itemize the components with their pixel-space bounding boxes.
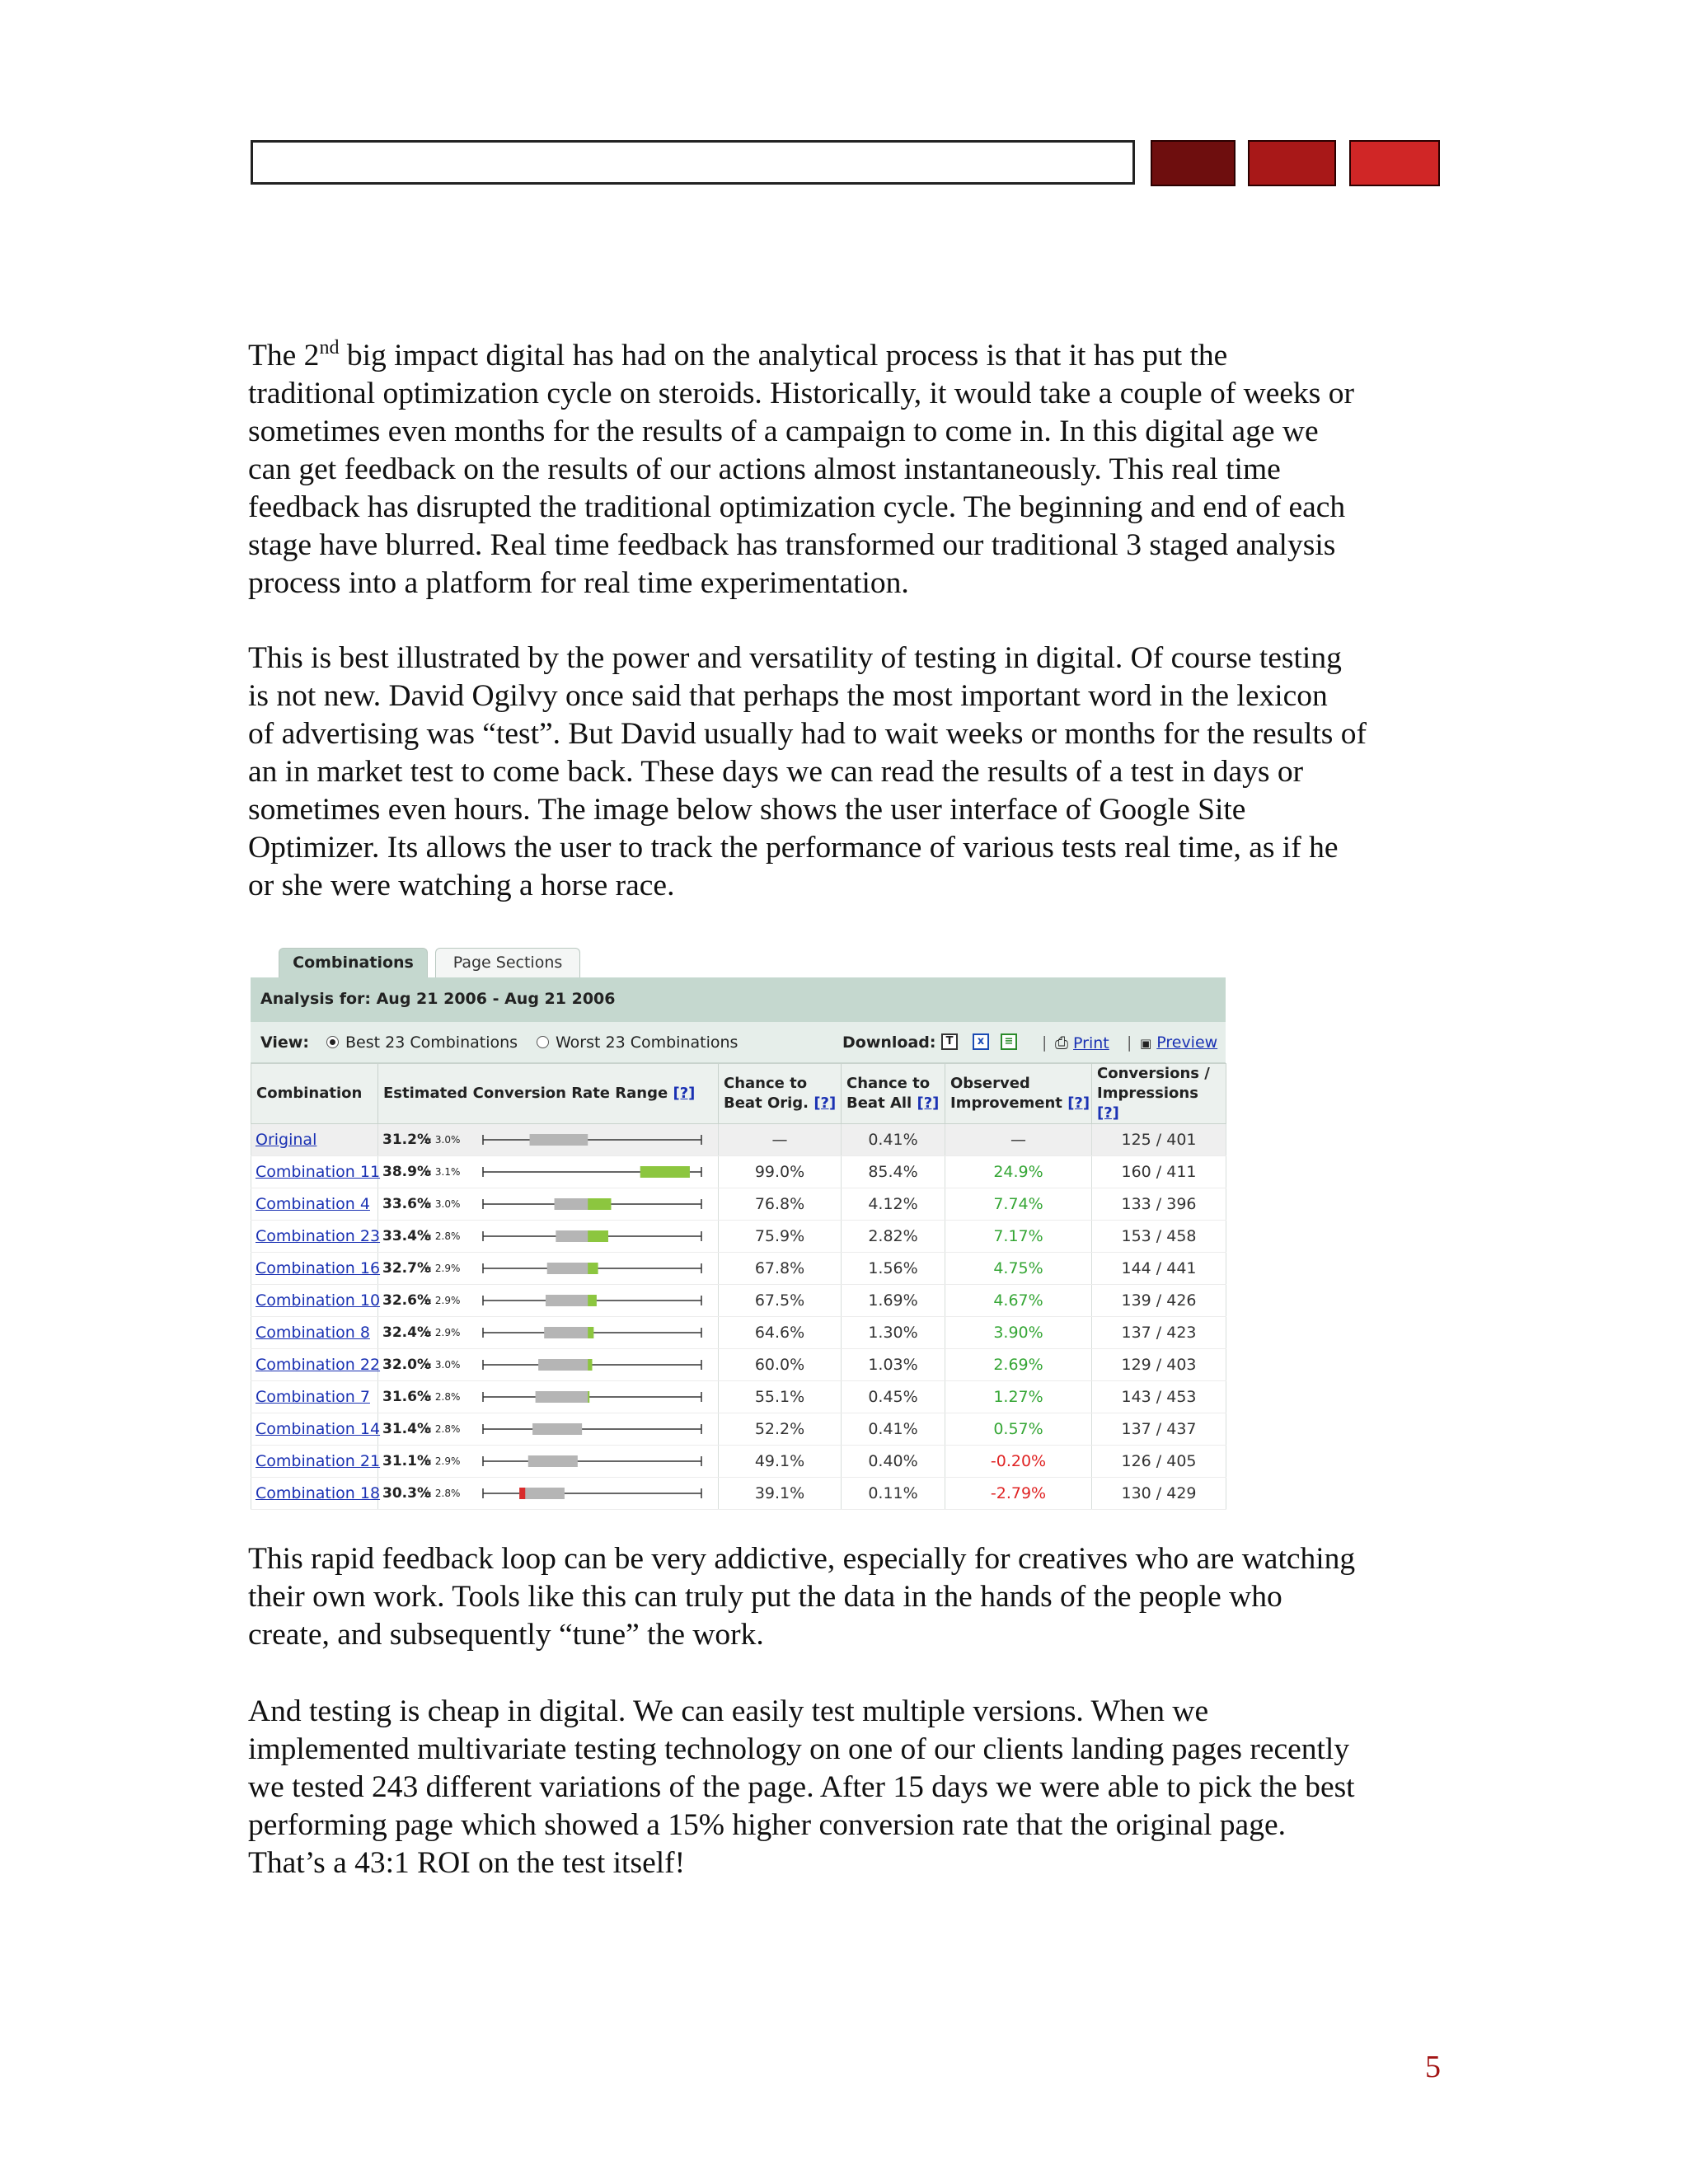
range-highlight bbox=[588, 1230, 608, 1242]
download-excel-icon[interactable]: x bbox=[973, 1033, 989, 1050]
combination-name-cell bbox=[251, 1381, 378, 1413]
table-row bbox=[251, 1253, 1226, 1285]
range-box bbox=[528, 1455, 578, 1467]
col-improvement bbox=[945, 1064, 1092, 1124]
chance-beat-all-cell: 0.45% bbox=[842, 1381, 945, 1413]
range-highlight bbox=[588, 1327, 593, 1338]
chance-beat-original-cell: 67.5% bbox=[719, 1285, 842, 1317]
range-highlight bbox=[588, 1198, 611, 1210]
view-label: View: bbox=[260, 1033, 309, 1052]
combination-link[interactable]: Combination 16 bbox=[256, 1259, 381, 1277]
chance-beat-all-cell: 1.03% bbox=[842, 1349, 945, 1381]
chance-beat-all-cell: 1.69% bbox=[842, 1285, 945, 1317]
range-bar-chart bbox=[475, 1256, 714, 1281]
col-beat-orig bbox=[719, 1064, 842, 1124]
col-combination-label: Combination bbox=[256, 1085, 363, 1102]
range-bar-chart bbox=[475, 1449, 714, 1474]
chance-beat-original-cell: 49.1% bbox=[719, 1446, 842, 1478]
observed-improvement-cell: 3.90% bbox=[945, 1317, 1092, 1349]
download-label: Download: bbox=[842, 1033, 936, 1052]
chance-beat-original-cell: 64.6% bbox=[719, 1317, 842, 1349]
conversions-impressions-cell: 137 / 437 bbox=[1092, 1413, 1226, 1446]
observed-improvement-cell: 1.27% bbox=[945, 1381, 1092, 1413]
optimizer-screenshot bbox=[251, 946, 1226, 1503]
print-label: Print bbox=[1073, 1034, 1109, 1052]
toolbar-divider: | bbox=[1042, 1033, 1048, 1052]
conversion-rate: 32.6% bbox=[382, 1292, 431, 1309]
ordinal-superscript: nd bbox=[319, 337, 340, 359]
table-row bbox=[251, 1221, 1226, 1253]
chance-beat-original-cell: 55.1% bbox=[719, 1381, 842, 1413]
conversion-rate-margin: ± 2.9% bbox=[424, 1295, 461, 1306]
tab-page-sections[interactable]: Page Sections bbox=[435, 948, 580, 977]
conversion-rate: 33.6% bbox=[382, 1196, 431, 1212]
observed-improvement-cell: 24.9% bbox=[945, 1156, 1092, 1188]
conversion-rate-margin: ± 3.0% bbox=[424, 1134, 461, 1146]
conversion-rate-margin: ± 2.8% bbox=[424, 1423, 461, 1435]
range-box bbox=[519, 1488, 565, 1499]
chance-beat-all-cell: 2.82% bbox=[842, 1221, 945, 1253]
chance-beat-original-cell: 75.9% bbox=[719, 1221, 842, 1253]
conversion-rate: 32.0% bbox=[382, 1357, 431, 1373]
preview-link[interactable] bbox=[1140, 1022, 1217, 1064]
col-beat-all-line2: Beat All bbox=[846, 1094, 912, 1112]
combination-link[interactable]: Combination 10 bbox=[256, 1291, 381, 1310]
paragraph-1 bbox=[248, 337, 1451, 602]
chance-beat-original-cell: 76.8% bbox=[719, 1188, 842, 1221]
observed-improvement-cell: 4.75% bbox=[945, 1253, 1092, 1285]
combination-link[interactable]: Combination 14 bbox=[256, 1420, 381, 1438]
conversions-impressions-cell: 143 / 453 bbox=[1092, 1381, 1226, 1413]
paragraph-2: This is best illustrated by the power and versatility of testing in digital. Of course testing is not new. David Ogilvy once said that perhaps the most important word in the lexicon of advertising was “test”. But David usually had to wait weeks or months for the results of an in market test to come back. These days we can read the results of a test in days or sometimes even hours. The image below shows the user interface of Google Site Optimizer. Its allows the user to track the performance of various tests real time, as if he or she were watching a horse race. bbox=[248, 641, 1367, 902]
range-highlight bbox=[588, 1295, 597, 1306]
combination-link[interactable]: Combination 8 bbox=[256, 1324, 370, 1342]
table-row bbox=[251, 1478, 1226, 1510]
col-conversions-line2: Impressions bbox=[1097, 1085, 1198, 1102]
range-cell bbox=[378, 1317, 719, 1349]
range-bar-chart bbox=[475, 1385, 714, 1409]
radio-selected-icon bbox=[326, 1036, 339, 1048]
combination-name-cell bbox=[251, 1253, 381, 1285]
chance-beat-original-cell: 67.8% bbox=[719, 1253, 842, 1285]
combination-link[interactable]: Original bbox=[256, 1131, 317, 1149]
combination-link[interactable]: Combination 21 bbox=[256, 1452, 381, 1470]
combination-name-cell bbox=[251, 1349, 381, 1381]
conversion-rate-margin: ± 2.9% bbox=[424, 1327, 461, 1338]
observed-improvement-cell: — bbox=[945, 1124, 1092, 1156]
combination-link[interactable]: Combination 4 bbox=[256, 1195, 370, 1213]
conversion-rate-margin: ± 3.1% bbox=[424, 1166, 461, 1178]
range-cell bbox=[378, 1285, 719, 1317]
range-cell bbox=[378, 1478, 719, 1510]
range-highlight bbox=[588, 1263, 598, 1274]
chance-beat-all-cell: 0.41% bbox=[842, 1413, 945, 1446]
combination-name-cell bbox=[251, 1285, 381, 1317]
combination-name-cell bbox=[251, 1124, 378, 1156]
table-row bbox=[251, 1446, 1226, 1478]
combination-name-cell bbox=[251, 1188, 378, 1221]
col-conversions bbox=[1092, 1064, 1226, 1124]
col-combination bbox=[251, 1064, 378, 1124]
conversions-impressions-cell: 125 / 401 bbox=[1092, 1124, 1226, 1156]
conversion-rate: 32.4% bbox=[382, 1324, 431, 1341]
header-block-1 bbox=[1151, 140, 1236, 186]
header-block-2 bbox=[1248, 140, 1336, 186]
paragraph-1-rest: big impact digital has had on the analytical process is that it has put the traditional optimization cycle on steroids. Historically, it would take a couple of weeks or sometimes even months for the results of a campaign to come in. In this digital age we can get feedback on the results of our actions almost instantaneously. This real time feedback has disrupted the traditional optimization cycle. The beginning and end of each stage have blurred. Real time feedback has transformed our traditional 3 staged analysis process into a platform for real time experimentation. bbox=[248, 339, 1354, 600]
printer-icon: ⎙ bbox=[1055, 1033, 1068, 1052]
conversions-impressions-cell: 133 / 396 bbox=[1092, 1188, 1226, 1221]
table-row bbox=[251, 1381, 1226, 1413]
range-bar-chart bbox=[475, 1320, 714, 1345]
combination-name-cell bbox=[251, 1478, 381, 1510]
range-box bbox=[532, 1423, 582, 1435]
range-highlight bbox=[640, 1166, 690, 1178]
conversion-rate-margin: ± 3.0% bbox=[424, 1359, 461, 1371]
chance-beat-original-cell: 99.0% bbox=[719, 1156, 842, 1188]
combination-link[interactable]: Combination 22 bbox=[256, 1356, 381, 1374]
observed-improvement-cell: 2.69% bbox=[945, 1349, 1092, 1381]
table-row bbox=[251, 1413, 1226, 1446]
toolbar-divider-2: | bbox=[1127, 1033, 1132, 1052]
range-cell bbox=[378, 1349, 719, 1381]
chance-beat-all-cell: 4.12% bbox=[842, 1188, 945, 1221]
observed-improvement-cell: -0.20% bbox=[945, 1446, 1092, 1478]
observed-improvement-cell: -2.79% bbox=[945, 1478, 1092, 1510]
header-block-3 bbox=[1349, 140, 1440, 186]
table-row bbox=[251, 1317, 1226, 1349]
range-bar-chart bbox=[475, 1352, 714, 1377]
conversion-rate-margin: ± 3.0% bbox=[424, 1198, 461, 1210]
paragraph-1-start: The 2 bbox=[248, 339, 320, 373]
conversion-rate: 33.4% bbox=[382, 1228, 431, 1244]
conversion-rate-margin: ± 2.8% bbox=[424, 1391, 461, 1403]
chance-beat-original-cell: 52.2% bbox=[719, 1413, 842, 1446]
combination-name-cell bbox=[251, 1413, 381, 1446]
range-box bbox=[530, 1134, 588, 1146]
help-link[interactable]: [?] bbox=[1097, 1104, 1119, 1122]
col-range-label: Estimated Conversion Rate Range bbox=[383, 1085, 668, 1102]
range-box bbox=[538, 1359, 592, 1371]
col-improvement-line2: Improvement bbox=[950, 1094, 1062, 1112]
range-cell bbox=[378, 1124, 719, 1156]
table-row bbox=[251, 1156, 1226, 1188]
conversions-impressions-cell: 139 / 426 bbox=[1092, 1285, 1226, 1317]
print-link[interactable] bbox=[1055, 1022, 1109, 1064]
conversion-rate: 31.2% bbox=[382, 1132, 431, 1148]
help-link[interactable]: [?] bbox=[673, 1085, 696, 1102]
paragraph-4: And testing is cheap in digital. We can easily test multiple versions. When we implemented multivariate testing technology on one of our clients landing pages recently we tested 243 different variations of the page. After 15 days we were able to pick the best performing page which showed a 15% higher conversion rate that the original page. That’s a 43:1 ROI on the test itself! bbox=[248, 1694, 1355, 1880]
combination-name-cell bbox=[251, 1317, 378, 1349]
conversion-rate: 31.6% bbox=[382, 1389, 431, 1405]
range-bar-chart bbox=[475, 1127, 714, 1152]
conversion-rate-margin: ± 2.9% bbox=[424, 1455, 461, 1467]
best-combinations-label: Best 23 Combinations bbox=[345, 1033, 518, 1052]
conversions-impressions-cell: 137 / 423 bbox=[1092, 1317, 1226, 1349]
table-row bbox=[251, 1285, 1226, 1317]
combination-name-cell bbox=[251, 1446, 381, 1478]
chance-beat-all-cell: 0.41% bbox=[842, 1124, 945, 1156]
table-row bbox=[251, 1349, 1226, 1381]
combination-link[interactable]: Combination 18 bbox=[256, 1484, 381, 1502]
page-number: 5 bbox=[1425, 2050, 1441, 2084]
combination-link[interactable]: Combination 11 bbox=[256, 1163, 381, 1181]
range-highlight bbox=[519, 1488, 525, 1499]
col-improvement-line1: Observed bbox=[950, 1075, 1030, 1092]
chance-beat-original-cell: — bbox=[719, 1124, 842, 1156]
observed-improvement-cell: 0.57% bbox=[945, 1413, 1092, 1446]
help-link[interactable]: [?] bbox=[917, 1094, 940, 1112]
range-bar-chart bbox=[475, 1192, 714, 1216]
conversions-impressions-cell: 126 / 405 bbox=[1092, 1446, 1226, 1478]
col-beat-all-line1: Chance to bbox=[846, 1075, 931, 1092]
analysis-date-range: Analysis for: Aug 21 2006 - Aug 21 2006 bbox=[251, 977, 1226, 1022]
view-toolbar bbox=[251, 1022, 1226, 1063]
combinations-table bbox=[251, 1063, 1226, 1510]
col-beat-all bbox=[842, 1064, 945, 1124]
range-highlight bbox=[588, 1391, 589, 1403]
range-cell bbox=[378, 1188, 719, 1221]
radio-unselected-icon bbox=[537, 1036, 549, 1048]
chance-beat-original-cell: 39.1% bbox=[719, 1478, 842, 1510]
range-cell bbox=[378, 1381, 719, 1413]
combination-link[interactable]: Combination 23 bbox=[256, 1227, 381, 1245]
conversions-impressions-cell: 129 / 403 bbox=[1092, 1349, 1226, 1381]
col-conversions-line1: Conversions / bbox=[1097, 1065, 1210, 1082]
col-beat-orig-line1: Chance to bbox=[724, 1075, 808, 1092]
col-range bbox=[378, 1064, 719, 1124]
observed-improvement-cell: 7.17% bbox=[945, 1221, 1092, 1253]
chance-beat-all-cell: 1.56% bbox=[842, 1253, 945, 1285]
chance-beat-original-cell: 60.0% bbox=[719, 1349, 842, 1381]
conversion-rate-margin: ± 2.8% bbox=[424, 1488, 461, 1499]
range-highlight bbox=[588, 1359, 592, 1371]
conversions-impressions-cell: 153 / 458 bbox=[1092, 1221, 1226, 1253]
preview-label: Preview bbox=[1156, 1033, 1218, 1052]
chance-beat-all-cell: 0.40% bbox=[842, 1446, 945, 1478]
range-bar-chart bbox=[475, 1417, 714, 1441]
range-box bbox=[536, 1391, 589, 1403]
conversion-rate-margin: ± 2.8% bbox=[424, 1230, 461, 1242]
help-link[interactable]: [?] bbox=[1067, 1094, 1090, 1112]
range-bar-chart bbox=[475, 1481, 714, 1506]
download-text-icon[interactable]: T bbox=[941, 1033, 958, 1050]
conversion-rate: 38.9% bbox=[382, 1164, 431, 1180]
table-row bbox=[251, 1124, 1226, 1156]
range-cell bbox=[378, 1446, 719, 1478]
range-bar-chart bbox=[475, 1288, 714, 1313]
preview-icon: ▣ bbox=[1140, 1036, 1152, 1051]
best-combinations-radio[interactable] bbox=[326, 1022, 518, 1063]
conversions-impressions-cell: 144 / 441 bbox=[1092, 1253, 1226, 1285]
range-cell bbox=[378, 1253, 719, 1285]
paragraph-3: This rapid feedback loop can be very addictive, especially for creatives who are watching their own work. Tools like this can truly put the data in the hands of the people who create, and subsequently “tune” the work. bbox=[248, 1542, 1356, 1652]
chance-beat-all-cell: 85.4% bbox=[842, 1156, 945, 1188]
table-body bbox=[251, 1124, 1226, 1510]
table-header-row bbox=[251, 1064, 1226, 1124]
chance-beat-all-cell: 1.30% bbox=[842, 1317, 945, 1349]
observed-improvement-cell: 4.67% bbox=[945, 1285, 1092, 1317]
worst-combinations-radio[interactable] bbox=[537, 1022, 738, 1063]
conversion-rate: 32.7% bbox=[382, 1260, 431, 1277]
conversion-rate: 31.4% bbox=[382, 1421, 431, 1437]
help-link[interactable]: [?] bbox=[814, 1094, 837, 1112]
col-beat-orig-line2: Beat Orig. bbox=[724, 1094, 809, 1112]
range-bar-chart bbox=[475, 1160, 714, 1184]
chance-beat-all-cell: 0.11% bbox=[842, 1478, 945, 1510]
range-bar-chart bbox=[475, 1224, 714, 1249]
conversions-impressions-cell: 130 / 429 bbox=[1092, 1478, 1226, 1510]
range-box bbox=[544, 1327, 593, 1338]
download-csv-icon[interactable]: ≡ bbox=[1001, 1033, 1017, 1050]
combination-link[interactable]: Combination 7 bbox=[256, 1388, 370, 1406]
header-frame bbox=[251, 140, 1135, 185]
conversion-rate: 31.1% bbox=[382, 1453, 431, 1469]
tab-combinations[interactable]: Combinations bbox=[279, 948, 428, 977]
conversions-impressions-cell: 160 / 411 bbox=[1092, 1156, 1226, 1188]
table-row bbox=[251, 1188, 1226, 1221]
range-cell bbox=[378, 1413, 719, 1446]
range-cell bbox=[378, 1221, 719, 1253]
conversion-rate: 30.3% bbox=[382, 1485, 431, 1502]
worst-combinations-label: Worst 23 Combinations bbox=[556, 1033, 738, 1052]
conversion-rate-margin: ± 2.9% bbox=[424, 1263, 461, 1274]
observed-improvement-cell: 7.74% bbox=[945, 1188, 1092, 1221]
combination-name-cell bbox=[251, 1156, 381, 1188]
range-cell bbox=[378, 1156, 719, 1188]
combination-name-cell bbox=[251, 1221, 381, 1253]
